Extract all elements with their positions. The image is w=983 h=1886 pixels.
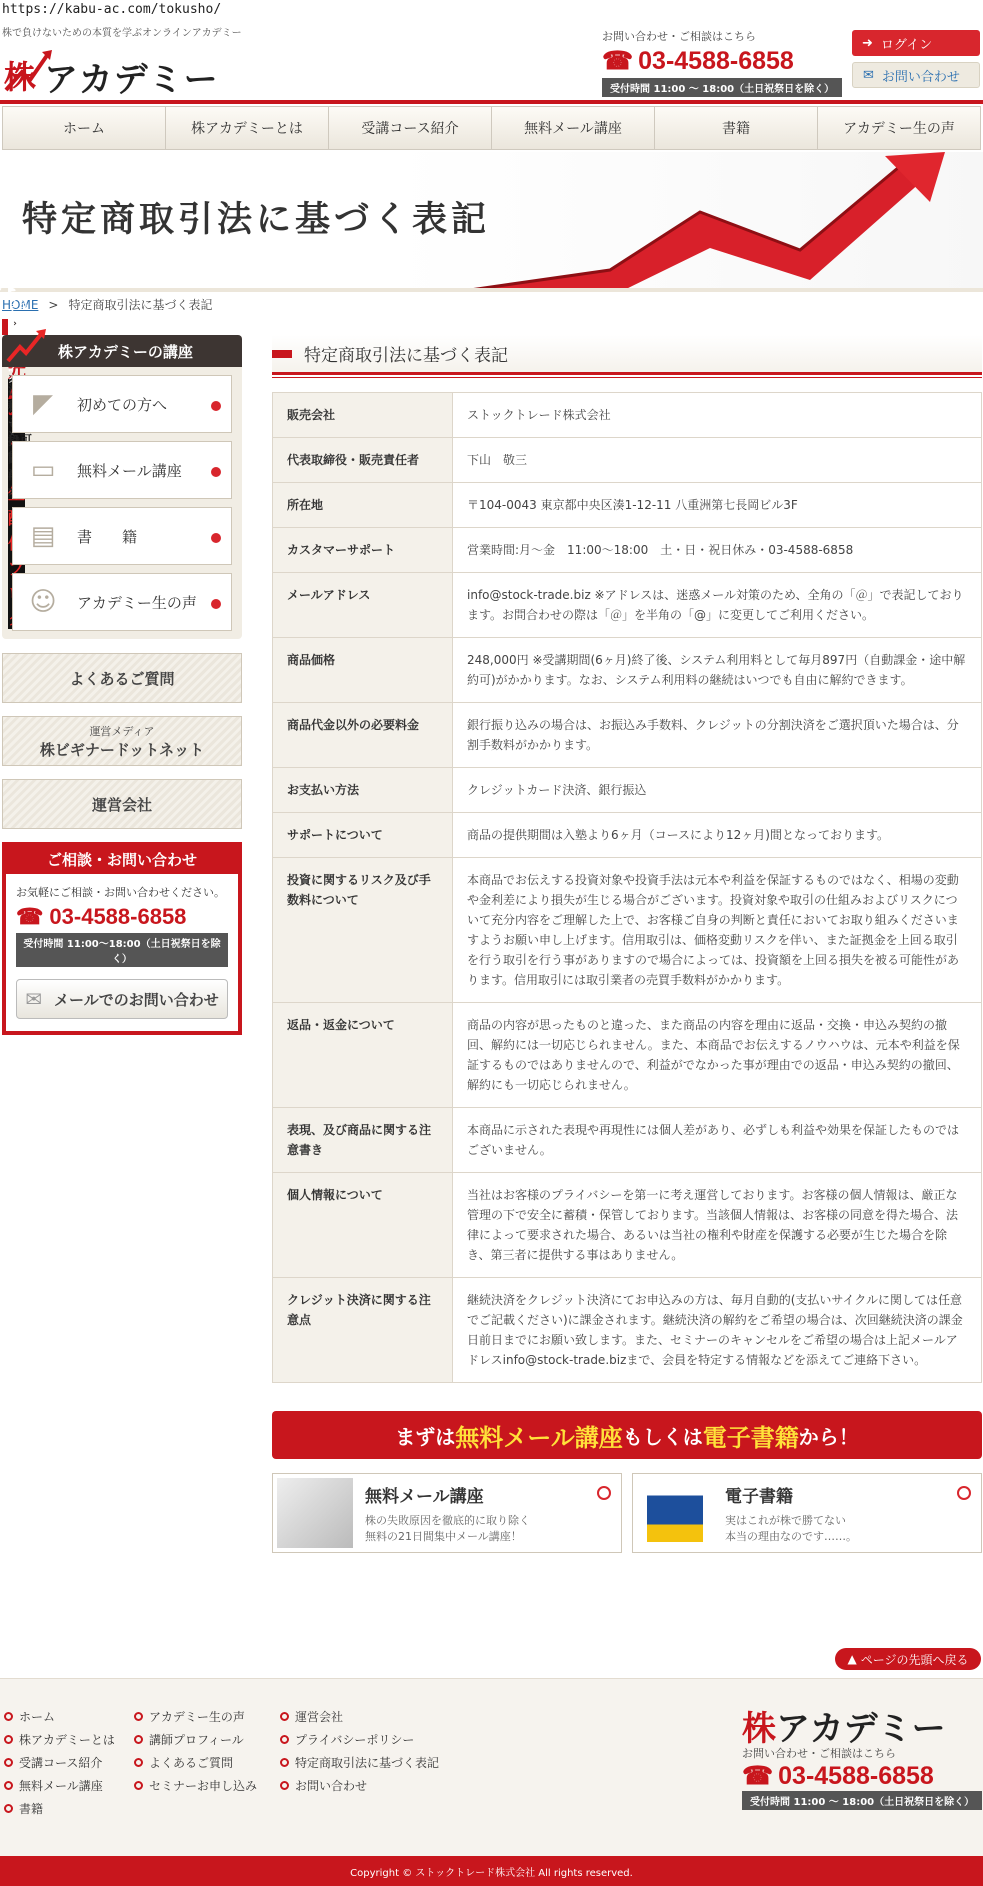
mail-inquiry-label: メールでのお問い合わせ [54, 990, 219, 1009]
nav-courses[interactable]: 受講コース紹介 [329, 107, 492, 149]
table-row [273, 393, 982, 438]
login-button[interactable] [852, 30, 980, 56]
arrow-circle-icon [597, 1486, 611, 1500]
bullet-circle-icon [134, 1758, 143, 1767]
footer-contact-caption: お問い合わせ・ご相談はこちら [742, 1747, 896, 1760]
row-label: 代表取締役・販売責任者 [273, 438, 453, 483]
footer-link[interactable] [4, 1728, 115, 1751]
book-icon: ▤ [30, 521, 56, 551]
row-label: 返品・返金について [273, 1003, 453, 1108]
footer-link-label: 受講コース紹介 [19, 1756, 103, 1770]
rising-arrow-icon [6, 327, 52, 363]
footer-logo-kabu: 株 [742, 1709, 776, 1749]
breadcrumb-home[interactable]: HOME [2, 297, 39, 312]
footer-phone-number: 03-4588-6858 [778, 1761, 934, 1790]
header-divider [0, 100, 983, 104]
arrow-circle-icon [211, 401, 221, 411]
row-value: 継続決済をクレジット決済にてお申込みの方は、毎月自動的(支払いサイクルに関しては任意でご記載ください)に課金されます。継続決済の解約をご希望の場合は、次回継続決済の課金日前日までにお願い致します。また、セミナーのキャンセルをご希望の場合は上記メールアドレスinfo@stock-trade.bizまで、会員を特定する情報などを添えてご連絡下さい。 [453, 1278, 982, 1383]
row-value: 下山 敬三 [453, 438, 982, 483]
contact-button[interactable] [852, 62, 980, 88]
row-label: クレジット決済に関する注意点 [273, 1278, 453, 1383]
hero-title: 特定商取引法に基づく表記 [22, 199, 491, 240]
hero-banner [0, 152, 983, 292]
footer-link-label: セミナーお申し込み [149, 1779, 258, 1793]
consult-header: ご相談・お問い合わせ [6, 846, 238, 874]
table-row [273, 573, 982, 638]
row-label: 商品価格 [273, 638, 453, 703]
arrow-circle-icon [211, 599, 221, 609]
bullet-circle-icon [280, 1781, 289, 1790]
row-label: 所在地 [273, 483, 453, 528]
header-contact [602, 28, 842, 97]
card-ebook[interactable] [632, 1473, 982, 1553]
header-phone[interactable] [602, 46, 842, 76]
monitor-icon: ▭ [30, 455, 56, 485]
table-row [273, 1173, 982, 1278]
logo-name: アカデミー [44, 60, 219, 100]
bullet-circle-icon [4, 1804, 13, 1813]
table-row [273, 813, 982, 858]
row-label: カスタマーサポート [273, 528, 453, 573]
bullet-circle-icon [134, 1712, 143, 1721]
course-beginners-label: 初めての方へ [77, 395, 168, 414]
row-value: 本商品でお伝えする投資対象や投資手法は元本や利益を保証するものではなく、相場の変動や金利差により損失が生じる場合がございます。投資対象や取引の仕組みおよびリスクについて充分内容をご理解した上で、お客様ご自身の判断と責任においてお取り組みくださいますようお願い申し上げます。信用取引は、価格変動リスクを伴い、また証拠金を上回る取引を行う取引を行う事がありますので場合によっては、投資額を上回る損失を被る可能性があります。信用取引には取引業者の売買手数料がかかります。 [453, 858, 982, 1003]
arrow-circle-icon [211, 533, 221, 543]
mail-inquiry-button[interactable] [16, 979, 228, 1019]
course-menu-header [2, 335, 242, 367]
bullet-circle-icon [280, 1758, 289, 1767]
row-value: 商品の内容が思ったものと違った、また商品の内容を理由に返品・交換・申込み契約の撤回、解約には一切応じられません。また、本商品でお伝えするノウハウは、元本や利益を保証するものではありませんので、利益がでなかった事が理由での返品・申込み契約の撤回、解約にも一切応じられません。 [453, 1003, 982, 1108]
table-row [273, 528, 982, 573]
people-icon: ☺ [29, 587, 57, 617]
copyright: Copyright © ストックトレード株式会社 All rights reserved. [0, 1856, 983, 1886]
bullet-circle-icon [280, 1735, 289, 1744]
footer-link-label: 特定商取引法に基づく表記 [295, 1756, 440, 1770]
footer-link[interactable] [280, 1728, 439, 1751]
footer-hours: 受付時間 11:00 ～ 18:00（土日祝祭日を除く） [742, 1791, 982, 1810]
footer-links-col2 [134, 1705, 257, 1797]
cta-mid: もしくは [622, 1424, 703, 1449]
consult-phone[interactable] [16, 904, 228, 930]
beginner-mark-icon: ◤ [33, 389, 53, 419]
footer-link-label: 運営会社 [295, 1710, 344, 1724]
section-title [272, 335, 982, 375]
header-phone-number: 03-4588-6858 [638, 46, 794, 75]
footer-links-col1 [4, 1705, 115, 1820]
phone-icon: ☎ [742, 1762, 774, 1790]
course-books-label: 書 籍 [77, 527, 138, 546]
main-content [272, 335, 982, 1553]
bullet-circle-icon [280, 1712, 289, 1721]
arrow-circle-icon [957, 1486, 971, 1500]
footer-phone[interactable] [742, 1761, 982, 1791]
contact-caption: お問い合わせ・ご相談はこちら [602, 30, 756, 43]
global-nav [2, 106, 981, 150]
breadcrumb-separator: > [48, 297, 59, 312]
consult-box [2, 842, 242, 1035]
url-bar: https://kabu-ac.com/tokusho/ [2, 2, 222, 17]
mail-icon: ✉ [863, 67, 874, 83]
contact-label: お問い合わせ [881, 69, 960, 85]
course-menu-title: 株アカデミーの講座 [58, 342, 193, 361]
footer-link-label: 無料メール講座 [19, 1779, 103, 1793]
hero-arrow-graphic [0, 152, 983, 292]
footer-link[interactable] [4, 1751, 115, 1774]
ebook-cover-image [647, 1484, 703, 1542]
footer-link[interactable] [4, 1705, 115, 1728]
footer-brand [742, 1701, 982, 1810]
row-value: 〒104-0043 東京都中央区湊1-12-11 八重洲第七長岡ビル3F [453, 483, 982, 528]
section-title-text: 特定商取引法に基づく表記 [304, 346, 508, 366]
title-underline [272, 375, 982, 378]
footer [0, 1678, 983, 1856]
row-value: 営業時間:月～金 11:00～18:00 土・日・祝日休み・03-4588-6858 [453, 528, 982, 573]
company-button[interactable] [2, 779, 242, 829]
row-value: 銀行振り込みの場合は、お振込み手数料、クレジットの分割決済をご選択頂いた場合は、分割手数料がかかります。 [453, 703, 982, 768]
faq-label: よくあるご質問 [69, 669, 175, 688]
media-small-label: 運営メディア [89, 724, 155, 738]
nav-home[interactable]: ホーム [3, 107, 166, 149]
footer-link-label: 株アカデミーとは [19, 1733, 115, 1747]
row-label: 販売会社 [273, 393, 453, 438]
table-row [273, 703, 982, 768]
nav-free-mail[interactable]: 無料メール講座 [492, 107, 655, 149]
footer-link-label: お問い合わせ [295, 1779, 368, 1793]
bullet-circle-icon [134, 1735, 143, 1744]
company-label: 運営会社 [91, 795, 152, 814]
course-voices[interactable] [12, 573, 232, 631]
footer-link[interactable] [134, 1774, 257, 1797]
footer-link-label: よくあるご質問 [149, 1756, 234, 1770]
row-value: info@stock-trade.biz ※アドレスは、迷惑メール対策のため、全角の「＠」で表記しております。お問合わせの際は「＠」を半角の「@」に変更してご利用ください。 [453, 573, 982, 638]
consult-hours: 受付時間 11:00～18:00（土日祝祭日を除く） [16, 933, 228, 967]
card-free-mail-desc2: 無料の21日間集中メール講座！ [365, 1530, 522, 1543]
footer-logo[interactable] [742, 1701, 982, 1749]
row-label: 商品代金以外の必要料金 [273, 703, 453, 768]
footer-link[interactable] [4, 1797, 115, 1820]
card-ebook-desc2: 本当の理由なのです……。 [725, 1530, 857, 1543]
table-row [273, 1108, 982, 1173]
row-label: サポートについて [273, 813, 453, 858]
card-free-mail-title: 無料メール講座 [365, 1487, 484, 1507]
row-value: 本商品に示された表現や再現性には個人差があり、必ずしも利益や効果を保証したものではございません。 [453, 1108, 982, 1173]
card-ebook-desc1: 実はこれが株で勝てない [725, 1514, 846, 1527]
footer-link[interactable] [134, 1705, 257, 1728]
footer-link[interactable] [280, 1751, 439, 1774]
table-row [273, 768, 982, 813]
arrow-circle-icon [211, 467, 221, 477]
table-row [273, 483, 982, 528]
footer-link-label: 書籍 [19, 1802, 44, 1816]
breadcrumb-current: 特定商取引法に基づく表記 [68, 298, 213, 312]
bullet-circle-icon [4, 1758, 13, 1767]
course-free-mail-label: 無料メール講座 [77, 461, 182, 480]
row-label: 個人情報について [273, 1173, 453, 1278]
course-beginners[interactable] [12, 375, 232, 433]
sidebar [2, 335, 242, 1035]
footer-link[interactable] [280, 1705, 439, 1728]
phone-icon: ☎ [16, 904, 44, 929]
site-tagline: 株で負けないための本質を学ぶオンラインアカデミー [2, 28, 242, 39]
nav-voices[interactable]: アカデミー生の声 [843, 121, 955, 137]
login-label: ログイン [880, 37, 933, 53]
footer-link[interactable] [4, 1774, 115, 1797]
footer-link-label: アカデミー生の声 [149, 1710, 245, 1724]
row-label: お支払い方法 [273, 768, 453, 813]
row-value: 当社はお客様のプライバシーを第一に考え運営しております。お客様の個人情報は、厳正な管理の下で安全に蓄積・保管しております。当該個人情報は、お客様の同意を得た場合、法律によって要求された場合、あるいは当社の権利や財産を保護する必要が生じた場合を除き、第三者に提供する事はありません。 [453, 1173, 982, 1278]
table-row [273, 858, 982, 1003]
card-ebook-title: 電子書籍 [725, 1487, 793, 1507]
card-free-mail[interactable] [272, 1473, 622, 1553]
cta-banner[interactable] [272, 1411, 982, 1459]
cta-cards [272, 1473, 982, 1553]
faq-button[interactable] [2, 653, 242, 703]
footer-link-label: 講師プロフィール [149, 1733, 244, 1747]
nav-books[interactable]: 書籍 [655, 107, 818, 149]
cta-ebook: 電子書籍 [702, 1423, 799, 1452]
footer-logo-name: アカデミー [776, 1709, 946, 1749]
card-free-mail-desc1: 株の失敗原因を徹底的に取り除く [365, 1514, 530, 1527]
bullet-circle-icon [134, 1781, 143, 1790]
title-bar-decoration [272, 350, 292, 358]
footer-link[interactable] [280, 1774, 439, 1797]
bullet-circle-icon [4, 1712, 13, 1721]
tokusho-table [272, 392, 982, 1383]
row-value: ストックトレード株式会社 [453, 393, 982, 438]
row-label: メールアドレス [273, 573, 453, 638]
footer-link-label: ホーム [19, 1710, 56, 1724]
course-voices-label: アカデミー生の声 [77, 593, 197, 612]
login-icon: ➜ [862, 35, 873, 51]
cta-post: から！ [798, 1424, 859, 1449]
phone-icon: ☎ [602, 47, 634, 75]
footer-link-label: プライバシーポリシー [295, 1733, 415, 1747]
table-row [273, 1003, 982, 1108]
breadcrumb [2, 296, 212, 313]
table-row [273, 1278, 982, 1383]
table-row [273, 438, 982, 483]
site-logo[interactable] [4, 46, 244, 100]
bullet-circle-icon [4, 1735, 13, 1744]
row-value: クレジットカード決済、銀行振込 [453, 768, 982, 813]
header-hours: 受付時間 11:00 ～ 18:00（土日祝祭日を除く） [602, 78, 842, 97]
envelope-icon: ✉ [25, 987, 43, 1011]
consult-phone-number: 03-4588-6858 [49, 904, 187, 929]
triangle-up-icon: ▲ [847, 1652, 857, 1666]
course-menu [2, 335, 242, 639]
media-button[interactable] [2, 716, 242, 766]
course-books[interactable] [12, 507, 232, 565]
back-to-top-label: ページの先頭へ戻る [860, 1652, 969, 1667]
nav-about[interactable]: 株アカデミーとは [166, 107, 329, 149]
media-label: 株ビギナードットネット [39, 740, 205, 759]
footer-links-col3 [280, 1705, 439, 1797]
table-row [273, 638, 982, 703]
footer-link[interactable] [134, 1751, 257, 1774]
row-label: 投資に関するリスク及び手数料について [273, 858, 453, 1003]
row-label: 表現、及び商品に関する注意書き [273, 1108, 453, 1173]
back-to-top-button[interactable] [835, 1648, 981, 1670]
cta-pre: まずは [395, 1424, 456, 1449]
bullet-circle-icon [4, 1781, 13, 1790]
logo-kabu: 株 [4, 58, 37, 96]
row-value: 248,000円 ※受講期間(6ヶ月)終了後、システム利用料として毎月897円（自動課金・途中解約可)がかかります。なお、システム利用料の継続はいつでも自由に解約できます。 [453, 638, 982, 703]
row-value: 商品の提供期間は入塾より6ヶ月（コースにより12ヶ月)間となっております。 [453, 813, 982, 858]
laptop-image [277, 1478, 353, 1548]
cta-free-mail: 無料メール講座 [455, 1423, 623, 1452]
consult-caption: お気軽にご相談・お問い合わせください。 [16, 886, 225, 899]
course-free-mail[interactable] [12, 441, 232, 499]
footer-link[interactable] [134, 1728, 257, 1751]
